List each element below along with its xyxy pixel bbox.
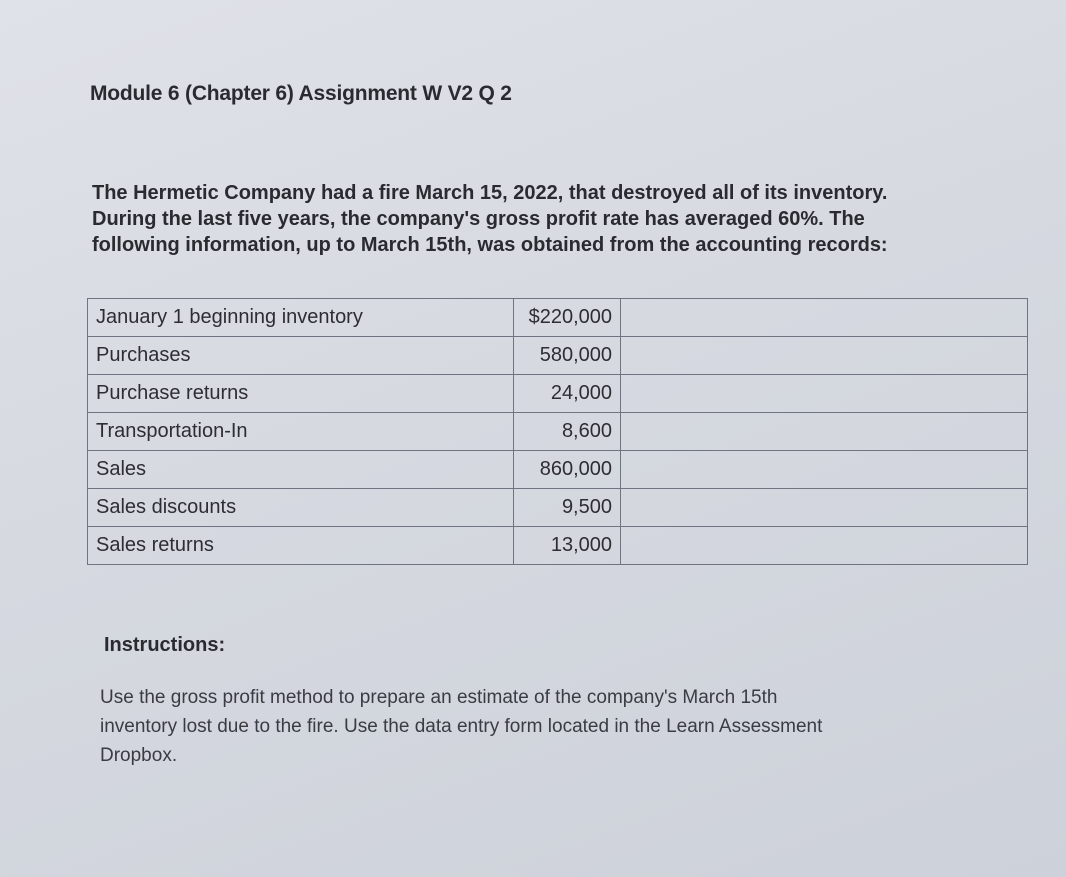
instructions-paragraph — [100, 683, 1000, 770]
page-title: Module 6 (Chapter 6) Assignment W V2 Q 2 — [90, 82, 512, 105]
row-value: $220,000 — [514, 299, 621, 337]
row-value: 8,600 — [514, 413, 621, 451]
row-value: 24,000 — [514, 375, 621, 413]
table-row — [88, 375, 1028, 413]
table-row — [88, 527, 1028, 565]
row-label: Purchase returns — [88, 375, 514, 413]
row-label: Sales returns — [88, 527, 514, 565]
accounting-records-table — [87, 298, 1028, 565]
row-value: 13,000 — [514, 527, 621, 565]
intro-line: During the last five years, the company's gross profit rate has averaged 60%. The — [92, 208, 865, 230]
blank-cell — [621, 299, 1028, 337]
row-label: Sales discounts — [88, 489, 514, 527]
blank-cell — [621, 375, 1028, 413]
row-label: January 1 beginning inventory — [88, 299, 514, 337]
blank-cell — [621, 413, 1028, 451]
row-value: 580,000 — [514, 337, 621, 375]
row-label: Sales — [88, 451, 514, 489]
table-row — [88, 299, 1028, 337]
blank-cell — [621, 527, 1028, 565]
instructions-line: Dropbox. — [100, 745, 178, 766]
table-row — [88, 413, 1028, 451]
blank-cell — [621, 451, 1028, 489]
intro-line: following information, up to March 15th, was obtained from the accounting records: — [92, 234, 888, 256]
blank-cell — [621, 489, 1028, 527]
table-row — [88, 337, 1028, 375]
intro-line: The Hermetic Company had a fire March 15, 2022, that destroyed all of its inventory. — [92, 182, 888, 204]
instructions-line: Use the gross profit method to prepare an estimate of the company's March 15th — [100, 687, 778, 708]
instructions-line: inventory lost due to the fire. Use the data entry form located in the Learn Assessment — [100, 716, 823, 737]
row-label: Purchases — [88, 337, 514, 375]
intro-paragraph — [92, 180, 992, 258]
table-row — [88, 489, 1028, 527]
table-row — [88, 451, 1028, 489]
row-label: Transportation-In — [88, 413, 514, 451]
row-value: 9,500 — [514, 489, 621, 527]
blank-cell — [621, 337, 1028, 375]
instructions-heading: Instructions: — [104, 634, 226, 656]
row-value: 860,000 — [514, 451, 621, 489]
